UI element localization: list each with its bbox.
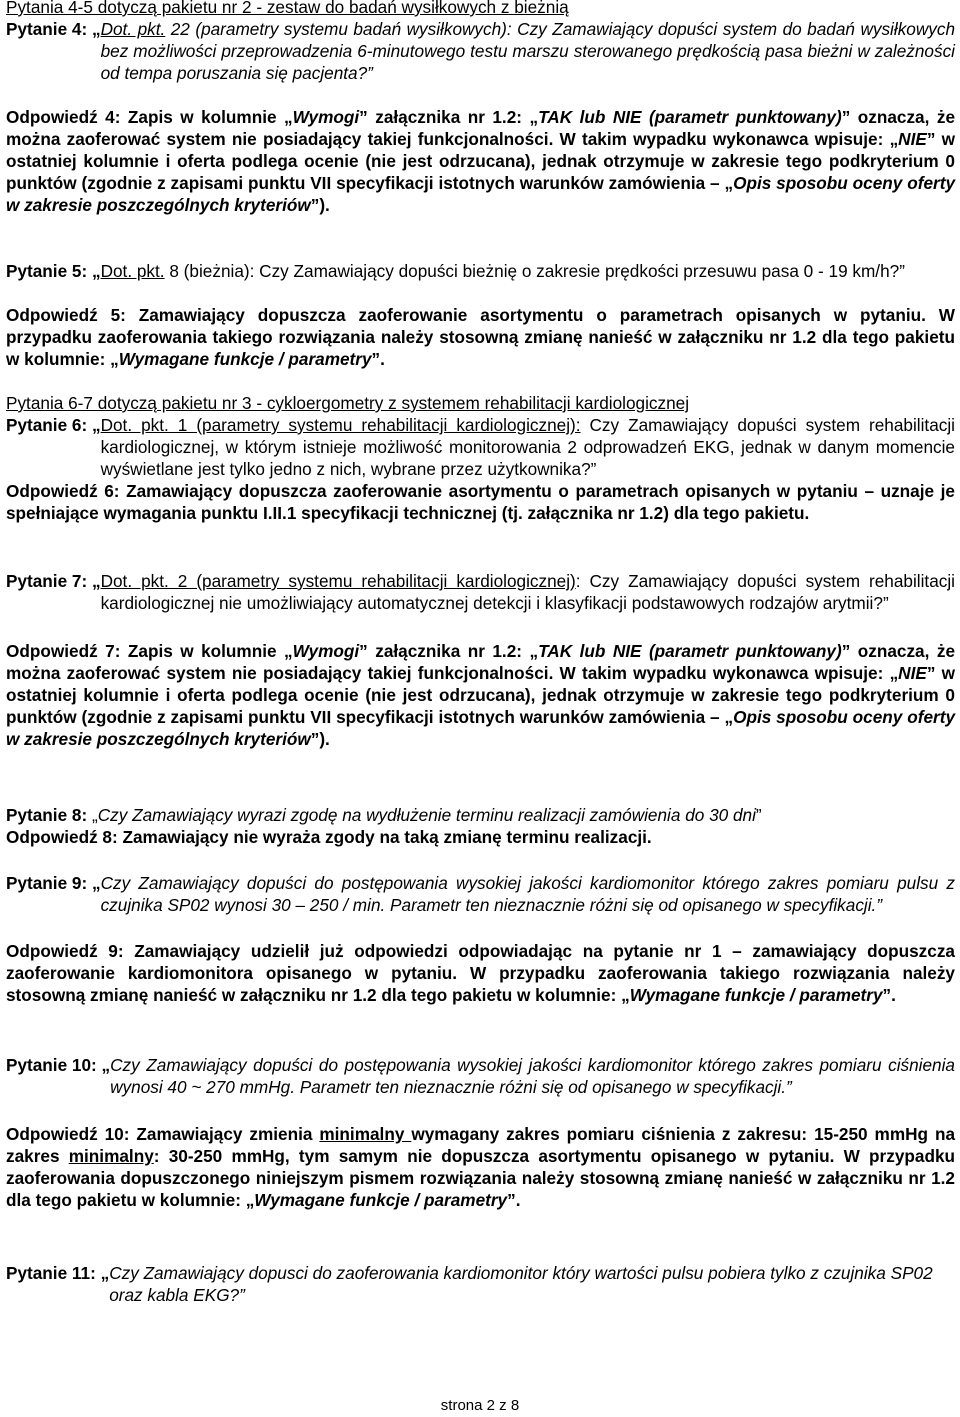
answer-9: Odpowiedź 9: Zamawiający udzielił już odpowiedzi odpowiadając na pytanie nr 1 – zamawiający dopuszcza zaoferowanie kardiomonitora opisanego w pytaniu. W przypadku zaoferowania takiego rozwiązania należy stosowną zmianę nanieść w załączniku nr 1.2 dla tego pakietu w kolumnie: „Wymagane funkcje / parametry”. <box>6 941 955 1005</box>
page-footer: strona 2 z 8 <box>440 1397 520 1414</box>
question-6-text: Dot. pkt. 1 (parametry systemu rehabilitacji kardiologicznej): Czy Zamawiający dopuści system rehabilitacji kardiologicznej, w którym istnieje możliwość monitorowania 2 odprowadzeń EKG, jednak w danym momencie wyświetlane jest tylko jedno z nich, wybrane przez użytkownika?” <box>100 415 955 479</box>
question-5-label: Pytanie 5: „ <box>6 261 101 281</box>
answer-6: Odpowiedź 6: Zamawiający dopuszcza zaoferowanie asortymentu o parametrach opisanych w pytaniu – uznaje je spełniające wymagania punktu I.II.1 specyfikacji technicznej (tj. załącznika nr 1.2) dla tego pakietu. <box>6 481 955 523</box>
question-5 <box>6 260 955 282</box>
question-4-text: Dot. pkt. 22 (parametry systemu badań wysiłkowych): Czy Zamawiający dopuści system do badań wysiłkowych bez możliwości przeprowadzenia 6-minutowego testu marszu sterowanego prędkością pasa bieżni w zależności od tempa poruszania się pacjenta?” <box>100 19 956 83</box>
question-6-ref: Dot. pkt. 1 (parametry systemu rehabilitacji kardiologicznej): <box>100 415 581 435</box>
question-7-ref: Dot. pkt. 2 (parametry systemu rehabilitacji kardiologicznej) <box>100 571 576 591</box>
question-4-ref: Dot. pkt. <box>100 19 166 39</box>
question-11 <box>6 1262 955 1306</box>
question-9 <box>6 872 955 916</box>
answer-7: Odpowiedź 7: Zapis w kolumnie „Wymogi” załącznika nr 1.2: „TAK lub NIE (parametr punktowany)” oznacza, że można zaoferować system nie posiadający takiej funkcjonalności. W takim wypadku wykonawca wpisuje: „NIE” w ostatniej kolumnie i oferta podlega ocenie (nie jest odrzucana), jednak otrzymuje w zakresie tego podkryterium 0 punktów (zgodnie z zapisami punktu VII specyfikacji istotnych warunków zamówienia – „Opis sposobu oceny oferty w zakresie poszczególnych kryteriów”). <box>6 641 956 749</box>
question-10-text: Czy Zamawiający dopuści do postępowania wysokiej jakości kardiomonitor którego zakres pomiaru ciśnienia wynosi 40 ~ 270 mmHg. Parametr ten nieznacznie różni się od opisanego w specyfikacji.” <box>110 1055 955 1097</box>
question-7-label: Pytanie 7: „ <box>6 571 101 591</box>
question-9-label: Pytanie 9: „ <box>6 873 101 893</box>
question-6 <box>6 414 955 480</box>
question-7-text: Dot. pkt. 2 (parametry systemu rehabilitacji kardiologicznej): Czy Zamawiający dopuści system rehabilitacji kardiologicznej nie umożliwiający automatycznej detekcji i klasyfikacji podstawowych rodzajów arytmii?” <box>100 571 955 613</box>
question-5-ref: Dot. pkt. <box>100 261 165 281</box>
section-header-pakiet-2: Pytania 4-5 dotyczą pakietu nr 2 - zestaw do badań wysiłkowych z bieżnią <box>6 0 569 17</box>
question-6-label: Pytanie 6: „ <box>6 415 101 435</box>
question-5-text: Dot. pkt. 8 (bieżnia): Czy Zamawiający dopuści bieżnię o zakresie prędkości przesuwu pasa 0 - 19 km/h?” <box>100 261 905 281</box>
question-9-text: Czy Zamawiający dopuści do postępowania wysokiej jakości kardiomonitor którego zakres pomiaru pulsu z czujnika SP02 wynosi 30 – 250 / min. Parametr ten nieznacznie różni się od opisanego w specyfikacji.” <box>100 873 955 915</box>
question-4 <box>6 18 955 84</box>
section-header-pakiet-3: Pytania 6-7 dotyczą pakietu nr 3 - cykloergometry z systemem rehabilitacji kardiologicznej <box>6 393 690 413</box>
question-8: Pytanie 8: „Czy Zamawiający wyrazi zgodę na wydłużenie terminu realizacji zamówienia do 30 dni” <box>6 805 762 825</box>
question-11-text: Czy Zamawiający dopusci do zaoferowania kardiomonitor który wartości pulsu pobiera tylko z czujnika SP02 oraz kabla EKG?” <box>109 1263 933 1305</box>
question-11-label: Pytanie 11: „ <box>6 1263 110 1283</box>
answer-8: Odpowiedź 8: Zamawiający nie wyraża zgody na taką zmianę terminu realizacji. <box>6 827 652 847</box>
question-7 <box>6 570 955 614</box>
answer-4: Odpowiedź 4: Zapis w kolumnie „Wymogi” załącznika nr 1.2: „TAK lub NIE (parametr punktowany)” oznacza, że można zaoferować system nie posiadający takiej funkcjonalności. W takim wypadku wykonawca wpisuje: „NIE” w ostatniej kolumnie i oferta podlega ocenie (nie jest odrzucana), jednak otrzymuje w zakresie tego podkryterium 0 punktów (zgodnie z zapisami punktu VII specyfikacji istotnych warunków zamówienia – „Opis sposobu oceny oferty w zakresie poszczególnych kryteriów”). <box>6 107 956 215</box>
question-4-label: Pytanie 4: „ <box>6 19 101 39</box>
answer-10: Odpowiedź 10: Zamawiający zmienia minimalny wymagany zakres pomiaru ciśnienia z zakresu: 15-250 mmHg na zakres minimalny: 30-250 mmHg, tym samym nie dopuszcza asortymentu opisanego w pytaniu. W przypadku zaoferowania dopuszczonego niniejszym pismem rozwiązania należy stosowną zmianę nanieść w załączniku nr 1.2 dla tego pakietu w kolumnie: „Wymagane funkcje / parametry”. <box>6 1124 956 1210</box>
answer-5: Odpowiedź 5: Zamawiający dopuszcza zaoferowanie asortymentu o parametrach opisanych w pytaniu. W przypadku zaoferowania takiego rozwiązania należy stosowną zmianę nanieść w załączniku nr 1.2 dla tego pakietu w kolumnie: „Wymagane funkcje / parametry”. <box>6 305 955 369</box>
question-10-label: Pytanie 10: „ <box>6 1055 111 1075</box>
question-10 <box>6 1054 955 1098</box>
